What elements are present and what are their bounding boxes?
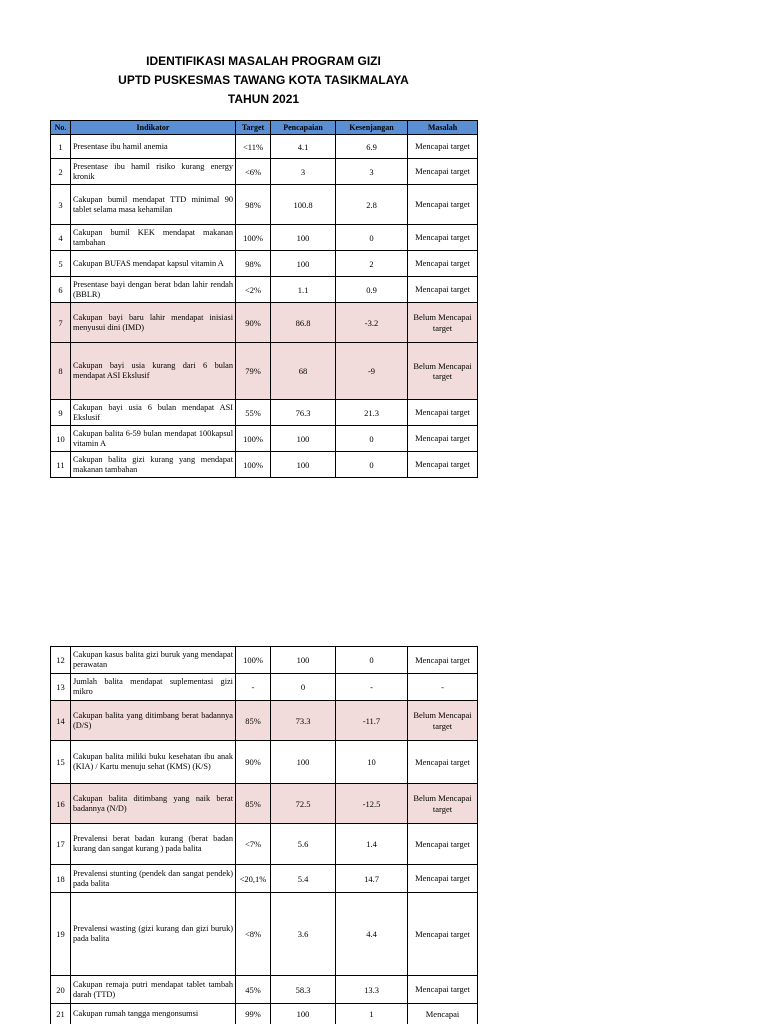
row-kesenjangan: 0 [336,647,408,674]
table-row [51,400,478,426]
row-target: 90% [236,303,271,343]
row-masalah: Mencapai target [408,277,478,303]
row-kesenjangan: 1 [336,1004,408,1024]
table-row [51,185,478,225]
table-row [51,251,478,277]
row-pencapaian: 100 [271,741,336,784]
table-row [51,674,478,701]
row-no: 9 [51,400,71,426]
row-no: 1 [51,135,71,159]
row-no: 8 [51,343,71,400]
row-pencapaian: 68 [271,343,336,400]
row-masalah: Mencapai target [408,400,478,426]
row-indikator: Cakupan bayi usia 6 bulan mendapat ASI Ekslusif [71,400,236,426]
header-kesenjangan: Kesenjangan [336,121,408,135]
row-kesenjangan: 14.7 [336,865,408,893]
row-indikator: Presentase bayi dengan berat bdan lahir rendah (BBLR) [71,277,236,303]
row-pencapaian: 1.1 [271,277,336,303]
row-indikator: Jumlah balita mendapat suplementasi gizi mikro [71,674,236,701]
row-indikator: Presentase ibu hamil risiko kurang energy kronik [71,159,236,185]
row-target: 100% [236,452,271,478]
row-kesenjangan: -11.7 [336,701,408,741]
row-masalah: Belum Mencapai target [408,701,478,741]
row-kesenjangan: 4.4 [336,893,408,976]
row-no: 11 [51,452,71,478]
row-indikator: Cakupan balita ditimbang yang naik berat badannya (N/D) [71,784,236,824]
row-pencapaian: 100 [271,1004,336,1024]
row-no: 19 [51,893,71,976]
row-no: 14 [51,701,71,741]
row-kesenjangan: 0 [336,225,408,251]
row-no: 16 [51,784,71,824]
row-pencapaian: 72.5 [271,784,336,824]
row-indikator: Cakupan rumah tangga mengonsumsi [71,1004,236,1024]
indicator-table-part-1 [50,120,478,478]
row-no: 15 [51,741,71,784]
row-target: 98% [236,185,271,225]
row-pencapaian: 3 [271,159,336,185]
row-masalah: Mencapai target [408,976,478,1004]
row-no: 2 [51,159,71,185]
row-indikator: Cakupan remaja putri mendapat tablet tambah darah (TTD) [71,976,236,1004]
row-indikator: Cakupan bumil KEK mendapat makanan tambahan [71,225,236,251]
row-masalah: - [408,674,478,701]
row-pencapaian: 0 [271,674,336,701]
row-no: 12 [51,647,71,674]
row-kesenjangan: 10 [336,741,408,784]
doc-title-line-2: UPTD PUSKESMAS TAWANG KOTA TASIKMALAYA [118,73,409,87]
row-kesenjangan: - [336,674,408,701]
row-no: 21 [51,1004,71,1024]
row-indikator: Presentase ibu hamil anemia [71,135,236,159]
table-header-row [51,121,478,135]
row-indikator: Cakupan balita yang ditimbang berat badannya (D/S) [71,701,236,741]
row-kesenjangan: 13.3 [336,976,408,1004]
row-no: 18 [51,865,71,893]
row-target: 99% [236,1004,271,1024]
row-indikator: Cakupan kasus balita gizi buruk yang mendapat perawatan [71,647,236,674]
table-row [51,893,478,976]
row-indikator: Cakupan BUFAS mendapat kapsul vitamin A [71,251,236,277]
row-kesenjangan: -12.5 [336,784,408,824]
row-target: <7% [236,824,271,865]
header-indikator: Indikator [71,121,236,135]
doc-title-line-1: IDENTIFIKASI MASALAH PROGRAM GIZI [146,54,381,68]
table-row [51,277,478,303]
row-pencapaian: 100 [271,251,336,277]
table-row [51,784,478,824]
row-indikator: Cakupan balita miliki buku kesehatan ibu anak (KIA) / Kartu menuju sehat (KMS) (K/S) [71,741,236,784]
row-indikator: Prevalensi berat badan kurang (berat badan kurang dan sangat kurang ) pada balita [71,824,236,865]
row-masalah: Mencapai [408,1004,478,1024]
row-target: 100% [236,225,271,251]
row-target: 45% [236,976,271,1004]
row-pencapaian: 58.3 [271,976,336,1004]
row-kesenjangan: -3.2 [336,303,408,343]
row-indikator: Cakupan bumil mendapat TTD minimal 90 tablet selama masa kehamilan [71,185,236,225]
row-kesenjangan: 2.8 [336,185,408,225]
row-masalah: Mencapai target [408,135,478,159]
table-row [51,741,478,784]
table-row [51,865,478,893]
header-target: Target [236,121,271,135]
table-row [51,426,478,452]
table-row [51,343,478,400]
row-target: - [236,674,271,701]
row-pencapaian: 3.6 [271,893,336,976]
row-masalah: Mencapai target [408,426,478,452]
row-masalah: Mencapai target [408,159,478,185]
row-target: 98% [236,251,271,277]
row-no: 17 [51,824,71,865]
row-target: <11% [236,135,271,159]
row-kesenjangan: 6.9 [336,135,408,159]
row-indikator: Cakupan balita gizi kurang yang mendapat makanan tambahan [71,452,236,478]
row-kesenjangan: 0.9 [336,277,408,303]
row-masalah: Mencapai target [408,251,478,277]
row-pencapaian: 100 [271,426,336,452]
row-target: <6% [236,159,271,185]
row-no: 5 [51,251,71,277]
row-target: <8% [236,893,271,976]
row-indikator: Cakupan bayi baru lahir mendapat inisiasi menyusui dini (IMD) [71,303,236,343]
table-row [51,976,478,1004]
row-masalah: Mencapai target [408,824,478,865]
row-target: 90% [236,741,271,784]
row-kesenjangan: 3 [336,159,408,185]
row-no: 7 [51,303,71,343]
table-row [51,303,478,343]
row-target: <20,1% [236,865,271,893]
row-target: 100% [236,647,271,674]
row-kesenjangan: 0 [336,452,408,478]
table-row [51,647,478,674]
row-pencapaian: 76.3 [271,400,336,426]
row-target: 100% [236,426,271,452]
row-no: 3 [51,185,71,225]
row-no: 4 [51,225,71,251]
row-no: 20 [51,976,71,1004]
row-no: 13 [51,674,71,701]
header-pencapaian: Pencapaian [271,121,336,135]
row-pencapaian: 100.8 [271,185,336,225]
table-row [51,1004,478,1024]
header-no: No. [51,121,71,135]
doc-title-line-3: TAHUN 2021 [227,92,300,106]
row-kesenjangan: 0 [336,426,408,452]
table-row [51,701,478,741]
row-no: 6 [51,277,71,303]
row-indikator: Cakupan balita 6-59 bulan mendapat 100kapsul vitamin A [71,426,236,452]
row-pencapaian: 4.1 [271,135,336,159]
row-masalah: Mencapai target [408,452,478,478]
row-pencapaian: 100 [271,647,336,674]
row-indikator: Cakupan bayi usia kurang dari 6 bulan mendapat ASI Ekslusif [71,343,236,400]
row-kesenjangan: 1.4 [336,824,408,865]
row-target: 85% [236,701,271,741]
row-masalah: Mencapai target [408,647,478,674]
row-masalah: Mencapai target [408,893,478,976]
row-target: <2% [236,277,271,303]
row-pencapaian: 86.8 [271,303,336,343]
row-masalah: Belum Mencapai target [408,784,478,824]
row-masalah: Mencapai target [408,225,478,251]
row-indikator: Prevalensi stunting (pendek dan sangat pendek) pada balita [71,865,236,893]
row-masalah: Mencapai target [408,741,478,784]
row-pencapaian: 100 [271,452,336,478]
table-row [51,824,478,865]
row-masalah: Belum Mencapai target [408,303,478,343]
row-indikator: Prevalensi wasting (gizi kurang dan gizi buruk) pada balita [71,893,236,976]
row-no: 10 [51,426,71,452]
row-kesenjangan: -9 [336,343,408,400]
row-masalah: Mencapai target [408,185,478,225]
table-row [51,225,478,251]
table-row [51,452,478,478]
table-row [51,135,478,159]
row-target: 55% [236,400,271,426]
table-row [51,159,478,185]
row-kesenjangan: 2 [336,251,408,277]
row-target: 79% [236,343,271,400]
header-masalah: Masalah [408,121,478,135]
row-pencapaian: 5.6 [271,824,336,865]
row-pencapaian: 5.4 [271,865,336,893]
indicator-table-part-2 [50,646,478,1024]
row-pencapaian: 100 [271,225,336,251]
row-target: 85% [236,784,271,824]
row-masalah: Belum Mencapai target [408,343,478,400]
row-kesenjangan: 21.3 [336,400,408,426]
row-masalah: Mencapai target [408,865,478,893]
row-pencapaian: 73.3 [271,701,336,741]
